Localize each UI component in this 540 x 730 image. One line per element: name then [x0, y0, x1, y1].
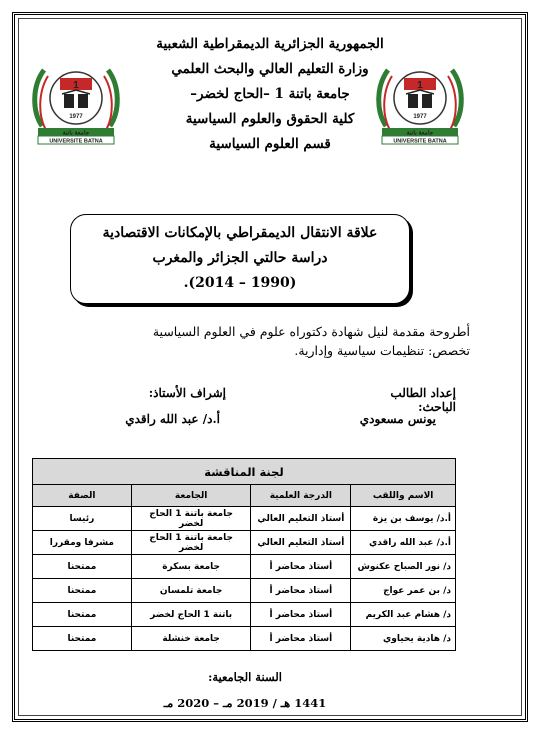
column-header-university: الجامعة: [131, 485, 251, 507]
member-rank: أستاذ محاضر أ: [251, 579, 351, 603]
member-rank: أستاذ محاضر أ: [251, 603, 351, 627]
university-logo-left: [28, 56, 124, 146]
thesis-title: علاقة الانتقال الديمقراطي بالإمكانات الاقتصادية: [102, 225, 378, 241]
table-row: [33, 507, 456, 531]
thesis-period: (1990 – 2014).: [183, 275, 297, 291]
seal-number: 1: [73, 80, 79, 91]
committee-table: [32, 458, 456, 651]
university-name: جامعة باتنة 1 –الحاج لخضر–: [190, 86, 350, 102]
seal-year: 1977: [413, 114, 427, 120]
seal-caption-ar: جامعة باتنة: [406, 130, 434, 137]
column-header-rank: الدرجة العلمية: [251, 485, 351, 507]
member-university: جامعة خنشلة: [131, 627, 251, 651]
student-name: يونس مسعودي: [359, 412, 436, 426]
member-university: جامعة باتنة 1 الحاج لخضر: [131, 531, 251, 555]
table-row: [33, 531, 456, 555]
table-row: [33, 579, 456, 603]
table-row: [33, 627, 456, 651]
seal-caption-fr: UNIVERSITE BATNA: [49, 138, 103, 145]
table-row: [33, 603, 456, 627]
member-name: أ.د/ عبد الله راقدي: [351, 531, 456, 555]
member-name: أ.د/ يوسف بن يزة: [351, 507, 456, 531]
academic-year-value: 1441 هـ / 2019 مـ – 2020 مـ: [163, 696, 327, 710]
seal-caption-fr: UNIVERSITE BATNA: [393, 138, 447, 145]
institution-header: [120, 32, 420, 157]
degree-statement: أطروحة مقدمة لنيل شهادة دكتوراه علوم في العلوم السياسية: [152, 324, 470, 339]
seal-number: 1: [417, 80, 423, 91]
member-university: جامعة بسكرة: [131, 555, 251, 579]
member-university: باتنة 1 الحاج لخضر: [131, 603, 251, 627]
academic-year: [150, 664, 340, 716]
member-university: جامعة باتنة 1 الحاج لخضر: [131, 507, 251, 531]
supervisor-name: أ.د/ عبد الله راقدي: [125, 412, 220, 426]
ministry-name: وزارة التعليم العالي والبحث العلمي: [171, 61, 369, 77]
thesis-description: [90, 322, 470, 360]
seal-year: 1977: [69, 114, 83, 120]
member-rank: أستاذ التعليم العالي: [251, 531, 351, 555]
thesis-subtitle: دراسة حالتي الجزائر والمغرب: [152, 250, 328, 266]
member-role: مشرفا ومقررا: [33, 531, 132, 555]
republic-name: الجمهورية الجزائرية الديمقراطية الشعبية: [156, 36, 384, 52]
thesis-title-box: [70, 214, 410, 304]
committee-caption: لجنة المناقشة: [33, 459, 456, 485]
member-role: ممتحنا: [33, 603, 132, 627]
member-role: ممتحنا: [33, 579, 132, 603]
table-header-row: [33, 485, 456, 507]
member-rank: أستاذ محاضر أ: [251, 627, 351, 651]
faculty-name: كلية الحقوق والعلوم السياسية: [185, 111, 355, 127]
member-role: ممتحنا: [33, 555, 132, 579]
column-header-name: الاسم واللقب: [351, 485, 456, 507]
member-name: د/ هادية يحياوي: [351, 627, 456, 651]
department-name: قسم العلوم السياسية: [209, 136, 331, 152]
member-name: د/ هشام عبد الكريم: [351, 603, 456, 627]
column-header-role: الصفة: [33, 485, 132, 507]
student-label: إعداد الطالب الباحث:: [390, 386, 456, 414]
seal-caption-ar: جامعة باتنة: [62, 130, 90, 137]
academic-year-label: السنة الجامعية:: [208, 670, 282, 684]
member-name: د/ بن عمر عواج: [351, 579, 456, 603]
supervisor-label: إشراف الأستاذ:: [148, 386, 226, 400]
member-name: د/ نور الصباح عكنوش: [351, 555, 456, 579]
member-university: جامعة تلمسان: [131, 579, 251, 603]
member-role: ممتحنا: [33, 627, 132, 651]
member-rank: أستاذ التعليم العالي: [251, 507, 351, 531]
member-rank: أستاذ محاضر أ: [251, 555, 351, 579]
specialization: تخصص: تنظيمات سياسية وإدارية.: [294, 343, 470, 358]
member-role: رئيسا: [33, 507, 132, 531]
table-row: [33, 555, 456, 579]
